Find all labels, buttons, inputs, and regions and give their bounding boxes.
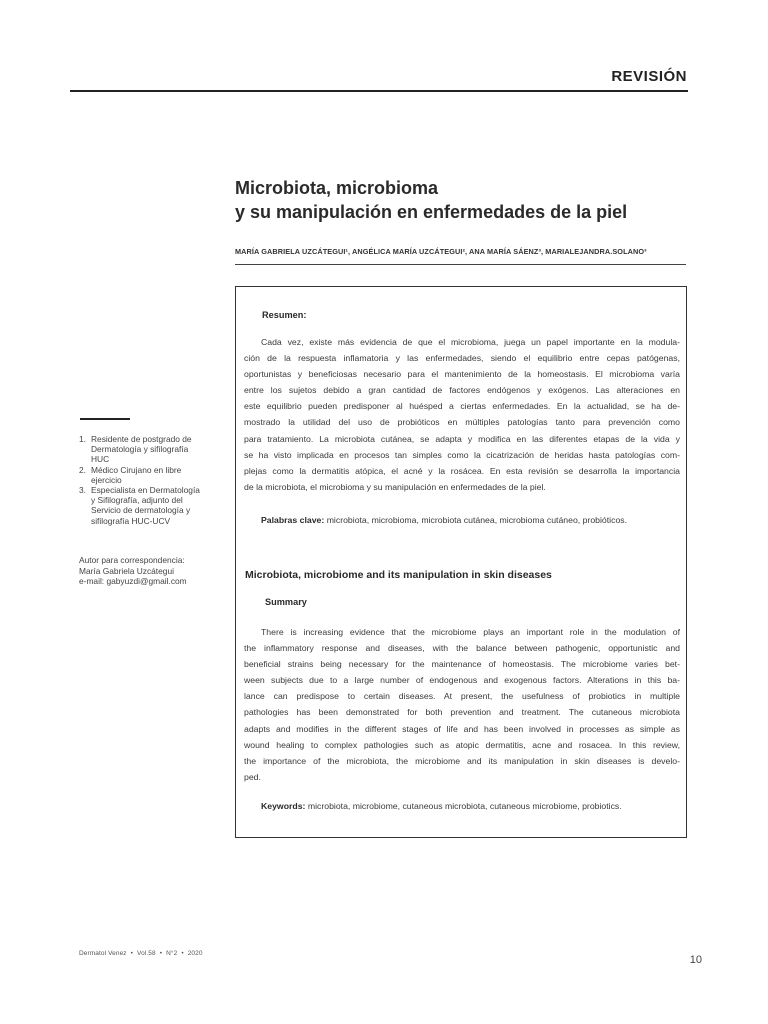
summary-paragraph <box>244 624 680 785</box>
palabras-clave-text: microbiota, microbioma, microbiota cutánea, microbioma cutáneo, probióticos. <box>324 515 628 525</box>
summary-line: the importance of the microbiota, the microbiome and its manipulation in skin diseases is develo- <box>244 755 680 766</box>
footer-issue: N°2 <box>166 950 178 957</box>
footer-separator: • <box>181 950 184 957</box>
header-rule <box>70 90 688 92</box>
authors-rule <box>235 264 686 265</box>
affiliation-line: HUC <box>91 454 110 465</box>
resumen-line: este equilibrio pueden predisponer al huésped a ciertas enfermedades. En la actualidad, se ha de- <box>244 401 680 412</box>
affiliation-item <box>79 434 229 465</box>
affiliation-text <box>91 434 192 465</box>
author-list: MARÍA GABRIELA UZCÁTEGUI¹, ANGÉLICA MARÍA UZCÁTEGUI², ANA MARÍA SÁENZ³, MARIALEJANDRA.SOLANO³ <box>235 247 647 256</box>
resumen-line: se ha visto implicada en procesos tan simples como la cicatrización de heridas hasta patologías com- <box>244 449 680 460</box>
affiliations-rule <box>80 418 130 420</box>
affiliation-line: Especialista en Dermatología <box>91 485 200 496</box>
affiliation-number: 2. <box>79 464 86 475</box>
section-label: REVISIÓN <box>611 68 687 85</box>
footer-separator: • <box>159 950 163 957</box>
resumen-line: plejas como la dermatitis atópica, el acné y la rosácea. En esta revisión se desarrolla la importancia <box>244 465 680 476</box>
footer-journal-name: Dermatol Venez <box>79 950 127 957</box>
keywords-en-label: Keywords: <box>261 801 306 811</box>
footer-year: 2020 <box>187 950 203 957</box>
correspondence-block <box>79 555 229 587</box>
resumen-line: ción de la respuesta inflamatoria y las enfermedades, siendo el equilibrio entre cepas patógenas, <box>244 353 680 364</box>
resumen-line: de la microbiota, el microbioma y su manipulación en enfermedades de la piel. <box>244 481 546 492</box>
affiliation-line: ejercicio <box>91 474 122 485</box>
summary-line: There is increasing evidence that the microbiome plays an important role in the modulation of <box>261 627 680 637</box>
resumen-line: Cada vez, existe más evidencia de que el microbioma, juega un papel importante en la modula- <box>261 337 680 347</box>
summary-line: pathologies has been demonstrated for both prevention and treatment. The cutaneous microbiota <box>244 707 680 718</box>
abstract-box <box>235 286 687 838</box>
article-title <box>235 176 695 224</box>
affiliation-line: Dermatología y sifilografía <box>91 444 189 455</box>
affiliation-number: 1. <box>79 434 86 444</box>
affiliation-text <box>91 465 181 485</box>
summary-line: ween subjects due to a large number of endogenous and exogenous factors. Alterations in this ba- <box>244 675 680 686</box>
resumen-line: oportunistas y beneficiosas necesario para el mantenimiento de la homeostasis. El microbioma varía <box>244 369 680 380</box>
resumen-paragraph <box>244 334 680 495</box>
footer-volume: Vol.58 <box>137 950 156 957</box>
affiliation-line: Médico Cirujano en libre <box>91 464 182 475</box>
keywords-en-text: microbiota, microbiome, cutaneous microbiota, cutaneous microbiome, probiotics. <box>305 801 622 811</box>
affiliations-list <box>79 434 229 526</box>
page-number: 10 <box>689 954 702 966</box>
palabras-clave <box>261 515 686 525</box>
affiliation-line: sifilografía HUC-UCV <box>91 515 171 526</box>
article-title-line-2: y su manipulación en enfermedades de la piel <box>235 202 628 222</box>
summary-line: ped. <box>244 771 261 782</box>
english-title: Microbiota, microbiome and its manipulation in skin diseases <box>245 569 552 581</box>
affiliation-item <box>79 485 229 526</box>
resumen-line: mostrado la utilidad del uso de probióticos en múltiples patologías tanto para prevención como <box>244 417 680 428</box>
resumen-line: entre los sujetos debido a gran cantidad de factores endógenos y exógenos. Las alteraciones en <box>244 385 680 396</box>
affiliation-text <box>91 485 200 526</box>
affiliation-line: Servicio de dermatología y <box>91 505 191 516</box>
palabras-clave-label: Palabras clave: <box>261 515 325 525</box>
footer-journal-info <box>79 950 203 957</box>
affiliation-number: 3. <box>79 485 86 496</box>
footer-separator: • <box>130 950 134 957</box>
correspondence-heading: Autor para correspondencia: <box>79 555 185 565</box>
summary-line: lance can predispose to certain diseases. At present, the usefulness of probiotics in multiple <box>244 691 680 702</box>
affiliation-item <box>79 465 229 485</box>
affiliation-line: y Sifilografía, adjunto del <box>91 495 183 506</box>
summary-line: the inflammatory response and diseases, with the balance between pathogenic, opportunistic and <box>244 643 680 654</box>
keywords-en <box>261 801 686 811</box>
affiliation-line: Residente de postgrado de <box>91 434 192 444</box>
summary-line: adapts and modifies in the different stages of life and has been involved in processes as simple as <box>244 723 680 734</box>
summary-line: wound healing to complex pathologies such as atopic dermatitis, acne and rosacea. In this review, <box>244 739 680 750</box>
correspondence-name: María Gabriela Uzcátegui <box>79 565 174 576</box>
summary-heading: Summary <box>265 597 307 607</box>
summary-line: beneficial strains being necessary for the maintenance of homeostasis. The microbiome varies bet- <box>244 659 680 670</box>
resumen-heading: Resumen: <box>262 310 307 320</box>
article-title-line-1: Microbiota, microbioma <box>235 178 439 198</box>
resumen-line: para tratamiento. La microbiota cutánea, se adapta y modifica en las diferentes etapas de la vida y <box>244 433 680 444</box>
correspondence-email: e-mail: gabyuzdi@gmail.com <box>79 576 187 587</box>
